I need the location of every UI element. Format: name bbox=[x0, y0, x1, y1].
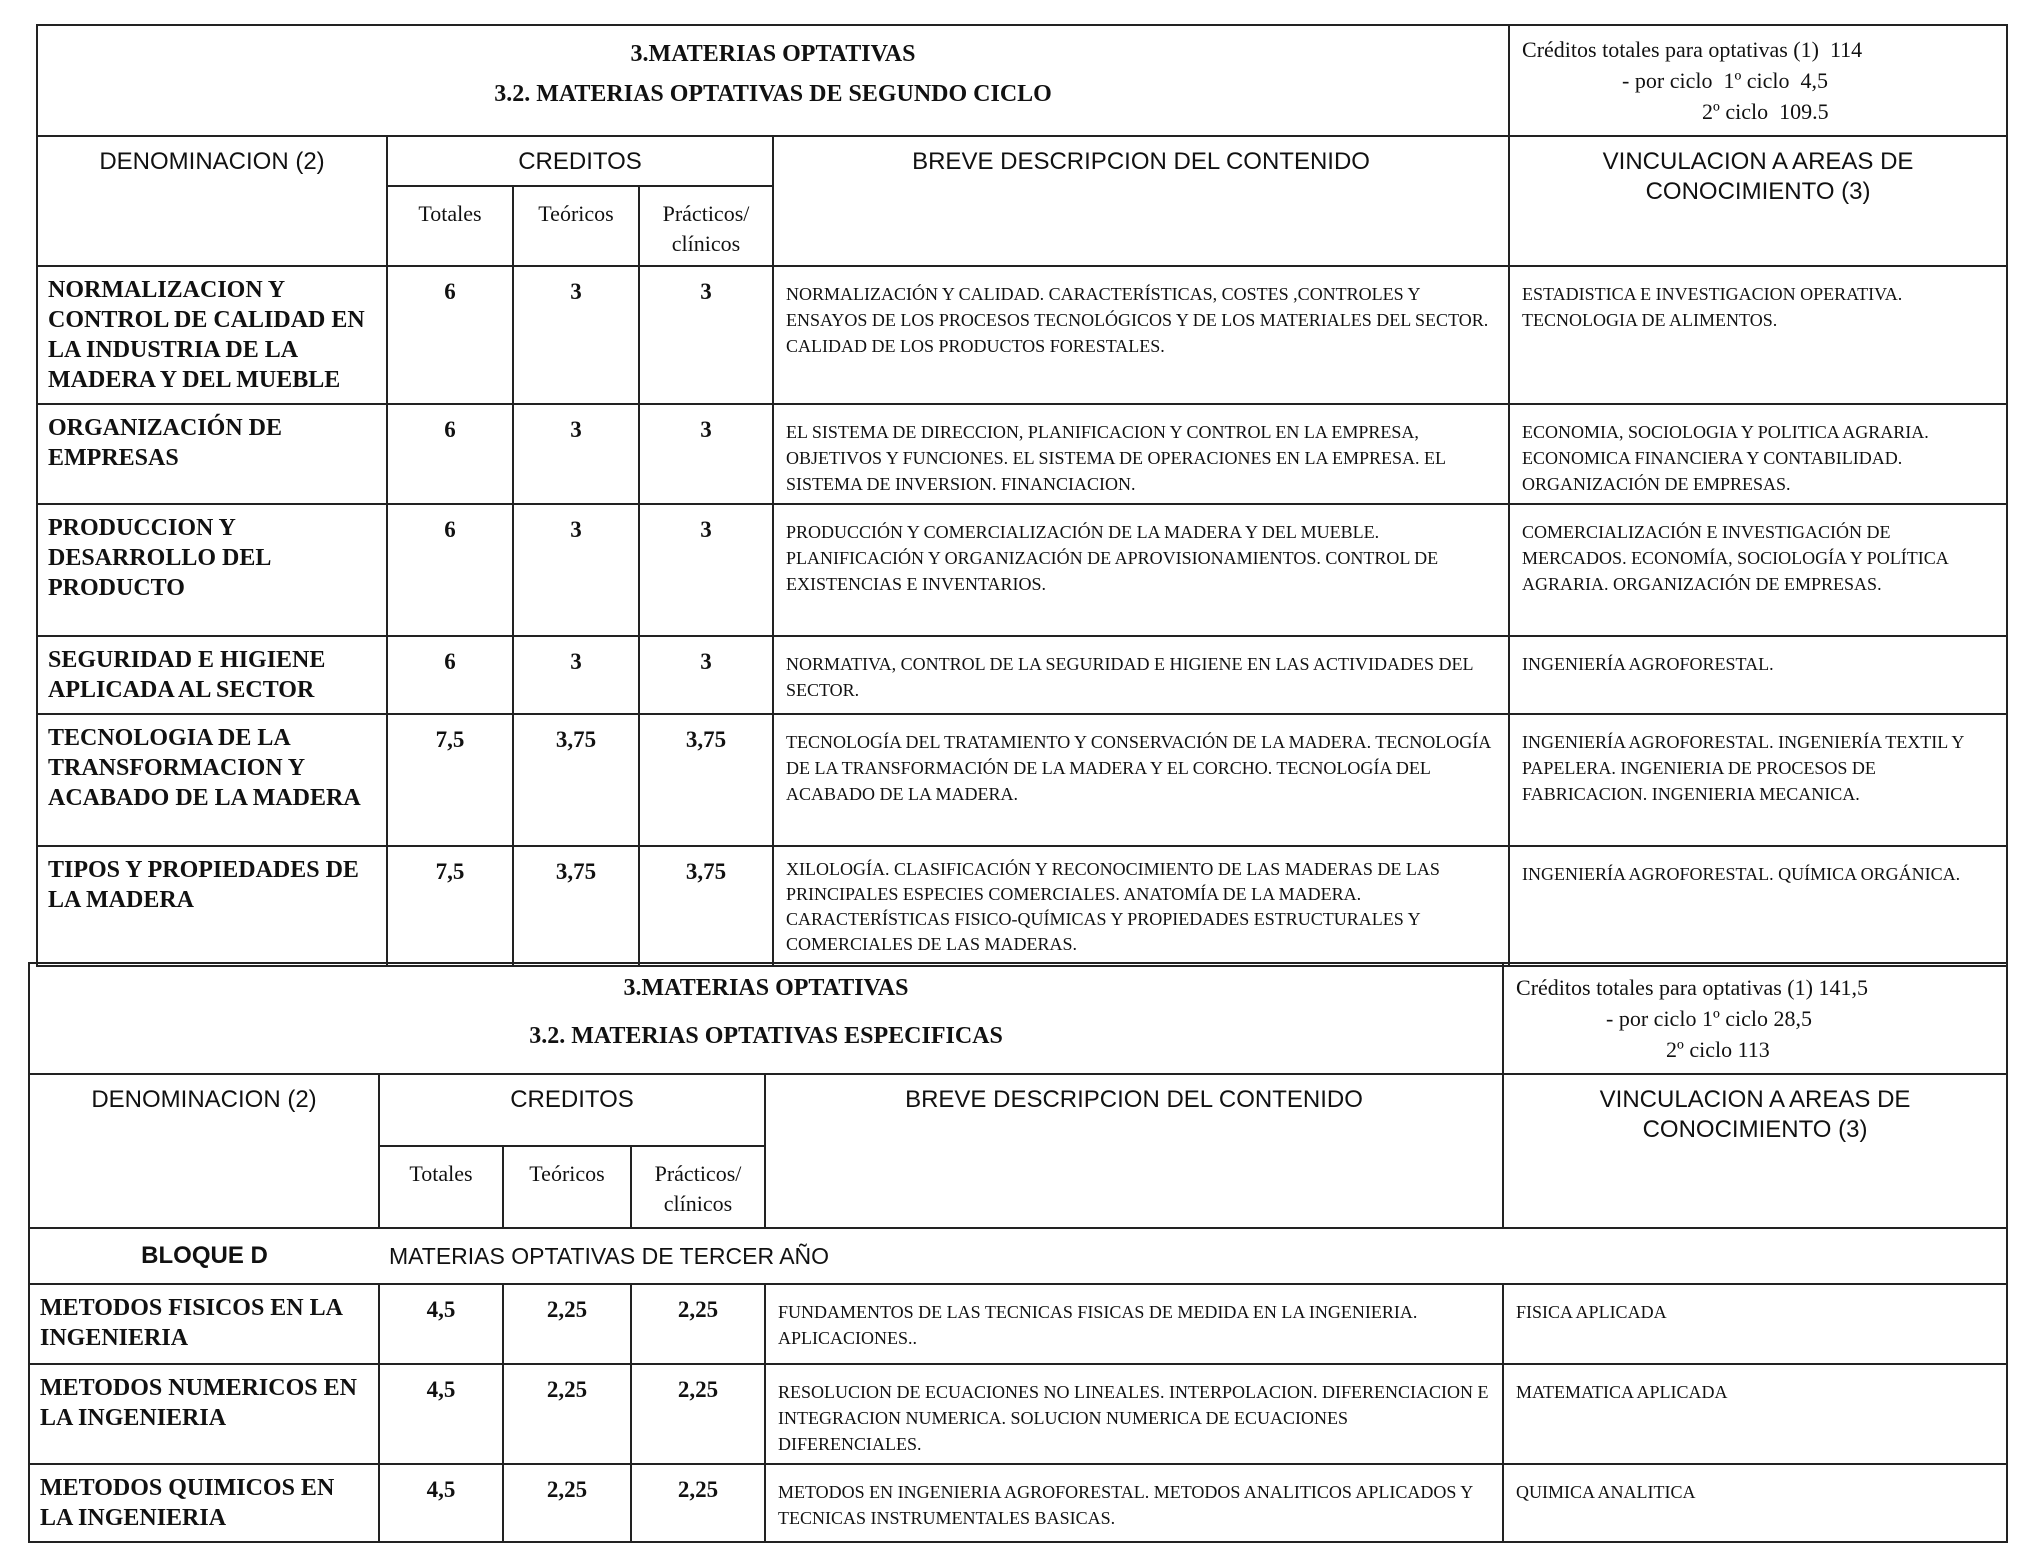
creditos-practicos: 3,75 bbox=[639, 714, 773, 846]
area-conocimiento: FISICA APLICADA bbox=[1503, 1284, 2007, 1364]
table-row bbox=[37, 266, 2007, 404]
creditos-practicos: 3 bbox=[639, 504, 773, 636]
descripcion: RESOLUCION DE ECUACIONES NO LINEALES. INTERPOLACION. DIFERENCIACION E INTEGRACION NUMERICA. SOLUCION NUMERICA DE ECUACIONES DIFERENCIALES. bbox=[765, 1364, 1503, 1464]
section-title-line2: 3.2. MATERIAS OPTATIVAS DE SEGUNDO CICLO bbox=[494, 81, 1052, 107]
col-denominacion: DENOMINACION (2) bbox=[37, 136, 387, 266]
descripcion: TECNOLOGÍA DEL TRATAMIENTO Y CONSERVACIÓN DE LA MADERA. TECNOLOGÍA DE LA TRANSFORMACIÓN DE LA MADERA Y EL CORCHO. TECNOLOGÍA DEL ACABADO DE LA MADERA. bbox=[773, 714, 1509, 846]
credits-ciclo2: 2º ciclo 113 bbox=[1666, 1037, 1770, 1062]
creditos-teoricos: 2,25 bbox=[503, 1284, 631, 1364]
credits-ciclo1: - por ciclo 1º ciclo 4,5 bbox=[1622, 68, 1829, 93]
table-row bbox=[29, 1364, 2007, 1464]
materia-name: NORMALIZACION Y CONTROL DE CALIDAD EN LA INDUSTRIA DE LA MADERA Y DEL MUEBLE bbox=[37, 266, 387, 404]
descripcion: METODOS EN INGENIERIA AGROFORESTAL. METODOS ANALITICOS APLICADOS Y TECNICAS INSTRUMENTALES BASICAS. bbox=[765, 1464, 1503, 1542]
table-row bbox=[29, 1464, 2007, 1542]
section-title-line1: 3.MATERIAS OPTATIVAS bbox=[630, 41, 916, 67]
area-conocimiento: QUIMICA ANALITICA bbox=[1503, 1464, 2007, 1542]
creditos-totales: 4,5 bbox=[379, 1284, 503, 1364]
table-row bbox=[37, 714, 2007, 846]
creditos-totales: 6 bbox=[387, 404, 513, 504]
col-denominacion: DENOMINACION (2) bbox=[29, 1074, 379, 1228]
table-row bbox=[29, 1284, 2007, 1364]
creditos-practicos: 3,75 bbox=[639, 846, 773, 966]
descripcion: NORMALIZACIÓN Y CALIDAD. CARACTERÍSTICAS, COSTES ,CONTROLES Y ENSAYOS DE LOS PROCESOS TECNOLÓGICOS Y DE LOS MATERIALES DEL SECTOR. CALIDAD DE LOS PRODUCTOS FORESTALES. bbox=[773, 266, 1509, 404]
materia-name: PRODUCCION Y DESARROLLO DEL PRODUCTO bbox=[37, 504, 387, 636]
descripcion: NORMATIVA, CONTROL DE LA SEGURIDAD E HIGIENE EN LAS ACTIVIDADES DEL SECTOR. bbox=[773, 636, 1509, 714]
table-segundo-ciclo bbox=[36, 24, 2008, 967]
col-practicos: Prácticos/ clínicos bbox=[631, 1146, 765, 1228]
area-conocimiento: INGENIERÍA AGROFORESTAL. INGENIERÍA TEXTIL Y PAPELERA. INGENIERIA DE PROCESOS DE FABRICACION. INGENIERIA MECANICA. bbox=[1509, 714, 2007, 846]
descripcion: EL SISTEMA DE DIRECCION, PLANIFICACION Y CONTROL EN LA EMPRESA, OBJETIVOS Y FUNCIONES. EL SISTEMA DE OPERACIONES EN LA EMPRESA. EL SISTEMA DE INVERSION. FINANCIACION. bbox=[773, 404, 1509, 504]
credits-summary bbox=[1509, 25, 2007, 136]
bloque-label: BLOQUE D bbox=[29, 1228, 379, 1284]
credits-summary bbox=[1503, 963, 2007, 1074]
col-vinculacion: VINCULACION A AREAS DE CONOCIMIENTO (3) bbox=[1503, 1074, 2007, 1228]
col-practicos: Prácticos/ clínicos bbox=[639, 186, 773, 266]
credits-total: Créditos totales para optativas (1) 114 bbox=[1522, 37, 1863, 62]
col-teoricos: Teóricos bbox=[503, 1146, 631, 1228]
creditos-practicos: 3 bbox=[639, 404, 773, 504]
section-title-line2: 3.2. MATERIAS OPTATIVAS ESPECIFICAS bbox=[529, 1023, 1003, 1049]
creditos-totales: 4,5 bbox=[379, 1464, 503, 1542]
creditos-teoricos: 2,25 bbox=[503, 1464, 631, 1542]
area-conocimiento: COMERCIALIZACIÓN E INVESTIGACIÓN DE MERCADOS. ECONOMÍA, SOCIOLOGÍA Y POLÍTICA AGRARIA. ORGANIZACIÓN DE EMPRESAS. bbox=[1509, 504, 2007, 636]
creditos-totales: 6 bbox=[387, 266, 513, 404]
materia-name: METODOS NUMERICOS EN LA INGENIERIA bbox=[29, 1364, 379, 1464]
area-conocimiento: INGENIERÍA AGROFORESTAL. bbox=[1509, 636, 2007, 714]
creditos-teoricos: 3,75 bbox=[513, 714, 639, 846]
creditos-teoricos: 2,25 bbox=[503, 1364, 631, 1464]
descripcion: FUNDAMENTOS DE LAS TECNICAS FISICAS DE MEDIDA EN LA INGENIERIA. APLICACIONES.. bbox=[765, 1284, 1503, 1364]
col-descripcion: BREVE DESCRIPCION DEL CONTENIDO bbox=[773, 136, 1509, 266]
col-totales: Totales bbox=[379, 1146, 503, 1228]
materia-name: METODOS QUIMICOS EN LA INGENIERIA bbox=[29, 1464, 379, 1542]
area-conocimiento: MATEMATICA APLICADA bbox=[1503, 1364, 2007, 1464]
creditos-practicos: 2,25 bbox=[631, 1364, 765, 1464]
creditos-teoricos: 3 bbox=[513, 404, 639, 504]
materia-name: SEGURIDAD E HIGIENE APLICADA AL SECTOR bbox=[37, 636, 387, 714]
col-creditos: CREDITOS bbox=[379, 1074, 765, 1146]
creditos-practicos: 2,25 bbox=[631, 1464, 765, 1542]
section-title bbox=[37, 25, 1509, 136]
col-teoricos: Teóricos bbox=[513, 186, 639, 266]
creditos-teoricos: 3 bbox=[513, 636, 639, 714]
credits-ciclo2: 2º ciclo 109.5 bbox=[1702, 99, 1829, 124]
area-conocimiento: INGENIERÍA AGROFORESTAL. QUÍMICA ORGÁNICA. bbox=[1509, 846, 2007, 966]
col-totales: Totales bbox=[387, 186, 513, 266]
materia-name: METODOS FISICOS EN LA INGENIERIA bbox=[29, 1284, 379, 1364]
materia-name: TIPOS Y PROPIEDADES DE LA MADERA bbox=[37, 846, 387, 966]
descripcion: XILOLOGÍA. CLASIFICACIÓN Y RECONOCIMIENTO DE LAS MADERAS DE LAS PRINCIPALES ESPECIES COMERCIALES. ANATOMÍA DE LA MADERA. CARACTERÍSTICAS FISICO-QUÍMICAS Y PROPIEDADES ESTRUCTURALES Y COMERCIALES DE LAS MADERAS. bbox=[773, 846, 1509, 966]
creditos-teoricos: 3,75 bbox=[513, 846, 639, 966]
col-creditos: CREDITOS bbox=[387, 136, 773, 186]
table-row bbox=[37, 404, 2007, 504]
creditos-practicos: 3 bbox=[639, 636, 773, 714]
creditos-totales: 7,5 bbox=[387, 846, 513, 966]
materia-name: TECNOLOGIA DE LA TRANSFORMACION Y ACABADO DE LA MADERA bbox=[37, 714, 387, 846]
col-descripcion: BREVE DESCRIPCION DEL CONTENIDO bbox=[765, 1074, 1503, 1228]
section-title bbox=[29, 963, 1503, 1074]
creditos-teoricos: 3 bbox=[513, 266, 639, 404]
creditos-totales: 6 bbox=[387, 636, 513, 714]
creditos-practicos: 3 bbox=[639, 266, 773, 404]
table-row bbox=[37, 846, 2007, 966]
credits-ciclo1: - por ciclo 1º ciclo 28,5 bbox=[1606, 1006, 1813, 1031]
table-row bbox=[37, 504, 2007, 636]
area-conocimiento: ECONOMIA, SOCIOLOGIA Y POLITICA AGRARIA. ECONOMICA FINANCIERA Y CONTABILIDAD. ORGANIZACIÓN DE EMPRESAS. bbox=[1509, 404, 2007, 504]
col-vinculacion: VINCULACION A AREAS DE CONOCIMIENTO (3) bbox=[1509, 136, 2007, 266]
creditos-totales: 4,5 bbox=[379, 1364, 503, 1464]
creditos-totales: 6 bbox=[387, 504, 513, 636]
creditos-teoricos: 3 bbox=[513, 504, 639, 636]
table-especificas bbox=[28, 962, 2008, 1543]
bloque-description: MATERIAS OPTATIVAS DE TERCER AÑO bbox=[379, 1228, 2007, 1284]
creditos-practicos: 2,25 bbox=[631, 1284, 765, 1364]
descripcion: PRODUCCIÓN Y COMERCIALIZACIÓN DE LA MADERA Y DEL MUEBLE. PLANIFICACIÓN Y ORGANIZACIÓN DE APROVISIONAMIENTOS. CONTROL DE EXISTENCIAS E INVENTARIOS. bbox=[773, 504, 1509, 636]
table-row bbox=[37, 636, 2007, 714]
section-title-line1: 3.MATERIAS OPTATIVAS bbox=[623, 975, 909, 1001]
credits-total: Créditos totales para optativas (1) 141,5 bbox=[1516, 975, 1868, 1000]
materia-name: ORGANIZACIÓN DE EMPRESAS bbox=[37, 404, 387, 504]
creditos-totales: 7,5 bbox=[387, 714, 513, 846]
area-conocimiento: ESTADISTICA E INVESTIGACION OPERATIVA. TECNOLOGIA DE ALIMENTOS. bbox=[1509, 266, 2007, 404]
